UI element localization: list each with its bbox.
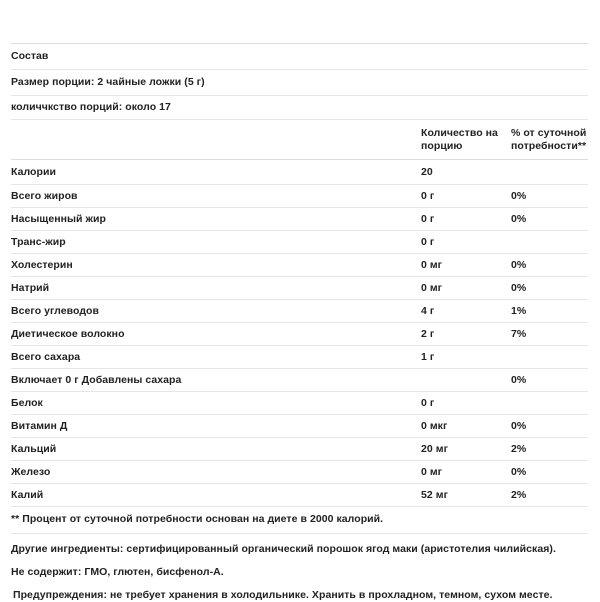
table-row — [11, 322, 588, 345]
other-ingredients-note: Другие ингредиенты: сертифицированный органический порошок ягод маки (аристотелия чилийская). — [11, 543, 556, 555]
column-header-name — [11, 120, 421, 133]
nutrient-name: Белок — [11, 397, 43, 409]
nutrient-daily-value: 0% — [511, 190, 527, 202]
nutrient-rows-container — [11, 159, 588, 506]
nutrient-amount — [421, 369, 511, 378]
nutrient-amount: 2 г — [421, 328, 435, 340]
nutrient-name: Всего сахара — [11, 351, 81, 363]
nutrient-name: Витамин Д — [11, 420, 68, 432]
nutrient-name: Калий — [11, 489, 44, 501]
table-row — [11, 414, 588, 437]
nutrient-name: Калории — [11, 166, 56, 178]
serving-size-label: Размер порции: 2 чайные ложки (5 г) — [11, 76, 205, 88]
nutrient-daily-value: 1% — [511, 305, 527, 317]
supplement-facts-title-row — [11, 43, 588, 69]
nutrient-name: Кальций — [11, 443, 57, 455]
table-row — [11, 460, 588, 483]
nutrient-amount: 4 г — [421, 305, 435, 317]
table-row — [11, 159, 588, 184]
nutrient-amount: 0 г — [421, 236, 435, 248]
nutrient-name: Включает 0 г Добавлены сахара — [11, 374, 182, 386]
page-title: Состав — [11, 50, 49, 62]
free-from-note: Не содержит: ГМО, глютен, бисфенол-А. — [11, 566, 224, 578]
servings-per-container-row — [11, 95, 588, 119]
table-row — [11, 276, 588, 299]
nutrient-daily-value: 0% — [511, 466, 527, 478]
nutrient-amount: 1 г — [421, 351, 435, 363]
table-row — [11, 391, 588, 414]
nutrient-daily-value: 0% — [511, 420, 527, 432]
table-row — [11, 184, 588, 207]
table-header-row — [11, 119, 588, 159]
nutrient-amount: 0 мг — [421, 282, 443, 294]
table-row — [11, 345, 588, 368]
nutrient-amount: 52 мг — [421, 489, 448, 501]
nutrient-amount: 0 мкг — [421, 420, 448, 432]
table-row — [11, 207, 588, 230]
nutrient-name: Насыщенный жир — [11, 213, 106, 225]
nutrient-daily-value: 0% — [511, 282, 527, 294]
nutrient-name: Холестерин — [11, 259, 73, 271]
table-row — [11, 230, 588, 253]
nutrient-name: Всего жиров — [11, 190, 78, 202]
table-row — [11, 299, 588, 322]
nutrient-daily-value: 0% — [511, 374, 527, 386]
nutrient-amount: 20 — [421, 166, 433, 178]
notes-section — [11, 533, 588, 602]
nutrition-facts-panel — [11, 43, 588, 602]
nutrient-name: Железо — [11, 466, 51, 478]
warnings-note: Предупреждения: не требует хранения в холодильнике. Хранить в прохладном, темном, сухом месте. — [13, 589, 553, 601]
nutrient-amount: 20 мг — [421, 443, 448, 455]
nutrient-amount: 0 мг — [421, 259, 443, 271]
column-header-daily-value: % от суточной потребности** — [511, 127, 587, 152]
nutrient-amount: 0 г — [421, 397, 435, 409]
nutrient-amount: 0 г — [421, 213, 435, 225]
nutrient-daily-value — [511, 346, 588, 355]
table-row — [11, 368, 588, 391]
table-row — [11, 253, 588, 276]
nutrient-daily-value: 0% — [511, 213, 527, 225]
nutrient-daily-value: 2% — [511, 489, 527, 501]
table-row — [11, 437, 588, 460]
nutrient-daily-value — [511, 231, 588, 240]
nutrient-name: Натрий — [11, 282, 50, 294]
nutrient-daily-value — [511, 392, 588, 401]
nutrient-name: Всего углеводов — [11, 305, 100, 317]
nutrient-daily-value: 0% — [511, 259, 527, 271]
nutrient-daily-value: 2% — [511, 443, 527, 455]
table-row — [11, 483, 588, 506]
nutrient-name: Диетическое волокно — [11, 328, 125, 340]
serving-size-row — [11, 69, 588, 95]
daily-value-footnote: ** Процент от суточной потребности основан на диете в 2000 калорий. — [11, 506, 588, 533]
nutrient-amount: 0 мг — [421, 466, 443, 478]
column-header-amount: Количество на порцию — [421, 127, 498, 152]
nutrient-daily-value: 7% — [511, 328, 527, 340]
nutrient-name: Транс-жир — [11, 236, 66, 248]
nutrient-daily-value — [511, 160, 588, 171]
nutrient-amount: 0 г — [421, 190, 435, 202]
servings-per-container-label: количчкство порций: около 17 — [11, 101, 171, 113]
